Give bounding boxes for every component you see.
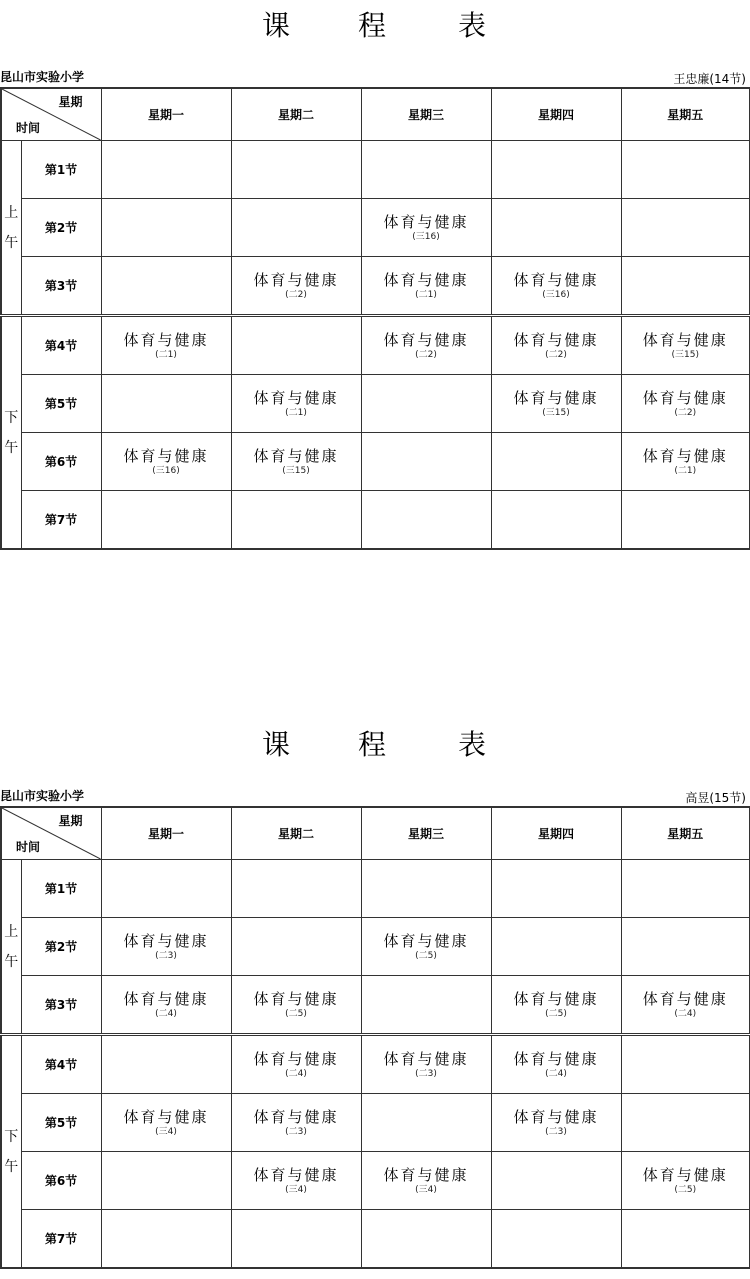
schedule-cell[interactable] xyxy=(231,860,361,918)
course-name: 体育与健康 xyxy=(383,330,469,349)
schedule-cell[interactable] xyxy=(361,860,491,918)
timetable xyxy=(0,87,750,550)
course-name: 体育与健康 xyxy=(513,1049,599,1068)
schedule-cell[interactable] xyxy=(361,199,491,257)
day-header: 星期三 xyxy=(361,807,491,860)
schedule-cell[interactable] xyxy=(621,491,750,550)
schedule-cell[interactable] xyxy=(231,491,361,550)
schedule-sheet xyxy=(0,719,750,1279)
course-name: 体育与健康 xyxy=(513,989,599,1008)
schedule-cell[interactable] xyxy=(491,1152,621,1210)
schedule-cell[interactable] xyxy=(361,316,491,375)
course-name: 体育与健康 xyxy=(383,1165,469,1184)
sheet-title xyxy=(0,723,750,763)
schedule-cell[interactable] xyxy=(101,976,231,1035)
class-room: (三16) xyxy=(412,231,440,242)
period-label: 第3节 xyxy=(21,257,101,316)
time-label: 时间 xyxy=(16,121,41,135)
day-header: 星期五 xyxy=(621,88,750,141)
day-header: 星期一 xyxy=(101,807,231,860)
schedule-cell[interactable] xyxy=(361,1152,491,1210)
day-header: 星期一 xyxy=(101,88,231,141)
schedule-cell[interactable] xyxy=(361,141,491,199)
class-room: (三15) xyxy=(542,407,570,418)
schedule-cell[interactable] xyxy=(101,491,231,550)
period-label: 第7节 xyxy=(21,1210,101,1269)
schedule-cell[interactable] xyxy=(621,141,750,199)
day-header: 星期二 xyxy=(231,88,361,141)
class-room: (三16) xyxy=(152,465,180,476)
period-row xyxy=(1,257,750,316)
day-header: 星期五 xyxy=(621,807,750,860)
title-char: 表 xyxy=(458,728,487,761)
course-name: 体育与健康 xyxy=(513,388,599,407)
period-row xyxy=(1,141,750,199)
half-day-char: 上 xyxy=(4,204,19,221)
course-name: 体育与健康 xyxy=(383,270,469,289)
day-header: 星期二 xyxy=(231,807,361,860)
schedule-cell[interactable] xyxy=(491,433,621,491)
class-room: (二5) xyxy=(415,950,437,961)
class-room: (二4) xyxy=(285,1068,307,1079)
period-row xyxy=(1,316,750,375)
schedule-cell[interactable] xyxy=(101,918,231,976)
schedule-cell[interactable] xyxy=(231,1210,361,1269)
title-char: 课 xyxy=(262,728,291,761)
schedule-cell[interactable] xyxy=(621,433,750,491)
schedule-cell[interactable] xyxy=(621,1094,750,1152)
schedule-cell[interactable] xyxy=(231,257,361,316)
schedule-cell[interactable] xyxy=(101,257,231,316)
schedule-cell[interactable] xyxy=(621,918,750,976)
half-day-char: 下 xyxy=(4,1128,19,1145)
schedule-cell[interactable] xyxy=(361,1210,491,1269)
period-row xyxy=(1,375,750,433)
half-day-char: 午 xyxy=(4,234,19,251)
period-row xyxy=(1,199,750,257)
schedule-cell[interactable] xyxy=(101,199,231,257)
period-row xyxy=(1,860,750,918)
class-room: (二4) xyxy=(155,1008,177,1019)
schedule-cell[interactable] xyxy=(361,1094,491,1152)
period-label: 第6节 xyxy=(21,1152,101,1210)
schedule-cell[interactable] xyxy=(621,375,750,433)
afternoon-label xyxy=(1,1035,21,1269)
course-name: 体育与健康 xyxy=(642,989,728,1008)
period-label: 第7节 xyxy=(21,491,101,550)
title-char: 课 xyxy=(262,9,291,42)
period-label: 第5节 xyxy=(21,375,101,433)
header-row xyxy=(1,807,750,860)
course-name: 体育与健康 xyxy=(253,989,339,1008)
schedule-cell[interactable] xyxy=(361,433,491,491)
schedule-cell[interactable] xyxy=(621,1152,750,1210)
period-row xyxy=(1,1152,750,1210)
class-room: (二1) xyxy=(155,349,177,360)
day-header: 星期三 xyxy=(361,88,491,141)
schedule-cell[interactable] xyxy=(231,1094,361,1152)
schedule-cell[interactable] xyxy=(231,976,361,1035)
class-room: (二4) xyxy=(545,1068,567,1079)
period-label: 第1节 xyxy=(21,141,101,199)
class-room: (三15) xyxy=(671,349,699,360)
schedule-cell[interactable] xyxy=(361,375,491,433)
schedule-cell[interactable] xyxy=(231,433,361,491)
schedule-cell[interactable] xyxy=(621,1210,750,1269)
class-room: (三4) xyxy=(155,1126,177,1137)
schedule-cell[interactable] xyxy=(621,1035,750,1094)
period-label: 第6节 xyxy=(21,433,101,491)
schedule-cell[interactable] xyxy=(491,491,621,550)
day-label: 星期 xyxy=(58,95,83,109)
schedule-cell[interactable] xyxy=(361,918,491,976)
schedule-sheet xyxy=(0,0,750,560)
schedule-cell[interactable] xyxy=(621,199,750,257)
class-room: (三4) xyxy=(415,1184,437,1195)
course-name: 体育与健康 xyxy=(123,1107,209,1126)
schedule-cell[interactable] xyxy=(491,976,621,1035)
timetable xyxy=(0,806,750,1269)
schedule-cell[interactable] xyxy=(491,141,621,199)
class-room: (二4) xyxy=(674,1008,697,1019)
class-room: (三4) xyxy=(285,1184,307,1195)
schedule-cell[interactable] xyxy=(491,316,621,375)
course-name: 体育与健康 xyxy=(123,330,209,349)
half-day-char: 午 xyxy=(4,953,19,970)
sheet-title xyxy=(0,4,750,44)
schedule-cell[interactable] xyxy=(491,918,621,976)
half-day-char: 午 xyxy=(4,1158,19,1175)
school-name: 昆山市实验小学 xyxy=(0,789,85,803)
schedule-cell[interactable] xyxy=(491,1210,621,1269)
half-day-char: 午 xyxy=(4,439,19,456)
class-room: (二2) xyxy=(545,349,567,360)
schedule-cell[interactable] xyxy=(491,257,621,316)
schedule-cell[interactable] xyxy=(101,860,231,918)
class-room: (二1) xyxy=(285,407,307,418)
teacher-name: 高昱(15节) xyxy=(685,791,746,805)
period-label: 第1节 xyxy=(21,860,101,918)
course-name: 体育与健康 xyxy=(123,446,209,465)
schedule-cell[interactable] xyxy=(101,375,231,433)
course-name: 体育与健康 xyxy=(642,330,728,349)
schedule-cell[interactable] xyxy=(621,860,750,918)
schedule-cell[interactable] xyxy=(491,199,621,257)
header-row xyxy=(1,88,750,141)
time-label: 时间 xyxy=(16,840,41,854)
course-name: 体育与健康 xyxy=(253,1049,339,1068)
schedule-cell[interactable] xyxy=(101,1210,231,1269)
day-header: 星期四 xyxy=(491,807,621,860)
period-label: 第2节 xyxy=(21,918,101,976)
schedule-cell[interactable] xyxy=(231,918,361,976)
course-name: 体育与健康 xyxy=(253,1107,339,1126)
half-day-char: 上 xyxy=(4,923,19,940)
schedule-cell[interactable] xyxy=(101,141,231,199)
period-label: 第3节 xyxy=(21,976,101,1035)
class-room: (二1) xyxy=(415,289,437,300)
half-day-char: 下 xyxy=(4,409,19,426)
class-room: (二2) xyxy=(674,407,697,418)
day-label: 星期 xyxy=(58,814,83,828)
schedule-cell[interactable] xyxy=(361,1035,491,1094)
period-row xyxy=(1,976,750,1035)
teacher-name: 王忠廉(14节) xyxy=(673,72,746,86)
schedule-cell[interactable] xyxy=(101,316,231,375)
school-name: 昆山市实验小学 xyxy=(0,70,85,84)
schedule-cell[interactable] xyxy=(621,316,750,375)
schedule-cell[interactable] xyxy=(101,1152,231,1210)
class-room: (二3) xyxy=(285,1126,307,1137)
schedule-cell[interactable] xyxy=(231,141,361,199)
corner-cell xyxy=(1,807,101,860)
schedule-cell[interactable] xyxy=(231,1035,361,1094)
afternoon-label xyxy=(1,316,21,550)
class-room: (二5) xyxy=(285,1008,307,1019)
course-name: 体育与健康 xyxy=(253,446,339,465)
course-name: 体育与健康 xyxy=(513,1107,599,1126)
course-name: 体育与健康 xyxy=(642,446,728,465)
class-room: (二5) xyxy=(545,1008,567,1019)
schedule-cell[interactable] xyxy=(621,976,750,1035)
schedule-cell[interactable] xyxy=(101,1035,231,1094)
schedule-cell[interactable] xyxy=(621,257,750,316)
course-name: 体育与健康 xyxy=(253,388,339,407)
title-char: 表 xyxy=(458,9,487,42)
schedule-cell[interactable] xyxy=(231,316,361,375)
title-char: 程 xyxy=(358,728,387,761)
schedule-cell[interactable] xyxy=(361,257,491,316)
period-row xyxy=(1,491,750,550)
period-label: 第5节 xyxy=(21,1094,101,1152)
class-room: (二2) xyxy=(285,289,307,300)
schedule-cell[interactable] xyxy=(101,1094,231,1152)
period-label: 第4节 xyxy=(21,1035,101,1094)
schedule-cell[interactable] xyxy=(101,433,231,491)
period-row xyxy=(1,433,750,491)
class-room: (二5) xyxy=(674,1184,697,1195)
class-room: (二3) xyxy=(155,950,177,961)
schedule-cell[interactable] xyxy=(491,1094,621,1152)
class-room: (二2) xyxy=(415,349,437,360)
course-name: 体育与健康 xyxy=(253,270,339,289)
period-row xyxy=(1,1210,750,1269)
class-room: (三15) xyxy=(282,465,310,476)
schedule-cell[interactable] xyxy=(491,1035,621,1094)
course-name: 体育与健康 xyxy=(253,1165,339,1184)
course-name: 体育与健康 xyxy=(123,989,209,1008)
class-room: (二1) xyxy=(674,465,697,476)
course-name: 体育与健康 xyxy=(513,330,599,349)
course-name: 体育与健康 xyxy=(642,388,728,407)
schedule-cell[interactable] xyxy=(361,976,491,1035)
period-row xyxy=(1,918,750,976)
class-room: (二3) xyxy=(415,1068,437,1079)
course-name: 体育与健康 xyxy=(513,270,599,289)
day-header: 星期四 xyxy=(491,88,621,141)
period-row xyxy=(1,1035,750,1094)
course-name: 体育与健康 xyxy=(383,212,469,231)
course-name: 体育与健康 xyxy=(383,931,469,950)
class-room: (三16) xyxy=(542,289,570,300)
period-label: 第2节 xyxy=(21,199,101,257)
morning-label xyxy=(1,860,21,1035)
schedule-cell[interactable] xyxy=(231,1152,361,1210)
schedule-cell[interactable] xyxy=(491,375,621,433)
corner-cell xyxy=(1,88,101,141)
period-label: 第4节 xyxy=(21,316,101,375)
title-char: 程 xyxy=(358,9,387,42)
course-name: 体育与健康 xyxy=(123,931,209,950)
course-name: 体育与健康 xyxy=(383,1049,469,1068)
schedule-cell[interactable] xyxy=(491,860,621,918)
schedule-cell[interactable] xyxy=(361,491,491,550)
morning-label xyxy=(1,141,21,316)
period-row xyxy=(1,1094,750,1152)
schedule-cell[interactable] xyxy=(231,375,361,433)
course-name: 体育与健康 xyxy=(642,1165,728,1184)
class-room: (二3) xyxy=(545,1126,567,1137)
schedule-cell[interactable] xyxy=(231,199,361,257)
